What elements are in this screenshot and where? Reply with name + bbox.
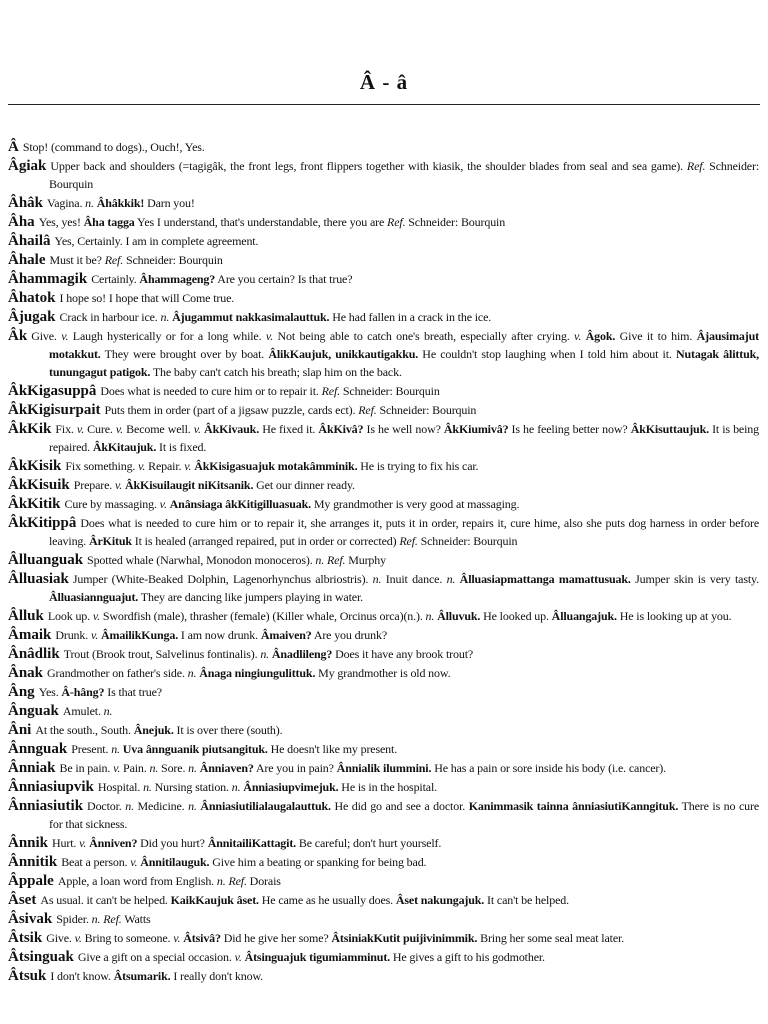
dictionary-entry (8, 495, 759, 513)
definition-text: There is no cure for that sickness. (49, 799, 759, 831)
dictionary-entry (8, 721, 759, 739)
definition-text: Are you drunk? (311, 628, 388, 642)
entry-headword: Ânnitik (8, 854, 58, 870)
grammar-tag: v. (115, 422, 124, 436)
grammar-tag: n. (260, 647, 270, 661)
definition-text: He gives a gift to his godmother. (390, 950, 545, 964)
grammar-tag: v. (115, 478, 123, 492)
definition-text: It is healed (arranged repaired, put in order or corrected) (131, 534, 400, 548)
grammar-tag: v. (92, 609, 100, 623)
example-phrase: ÂkKitaujuk. (92, 440, 157, 454)
example-phrase: Âlluvuk. (437, 609, 481, 623)
dictionary-entry (8, 645, 759, 663)
definition-text: Schneider: Bourquin (49, 159, 759, 191)
definition-text: Doctor. (87, 799, 126, 813)
grammar-tag: v. (159, 497, 167, 511)
dictionary-entry (8, 308, 759, 326)
definition-text: It is being repaired. (49, 422, 759, 454)
definition-text: Dorais (246, 874, 281, 888)
example-phrase: Ânniasiupvimejuk. (243, 780, 339, 794)
dictionary-entry (8, 664, 759, 682)
definition-text: He is in the hospital. (338, 780, 437, 794)
definition-text: Vagina. (47, 196, 86, 210)
entry-headword: Âset (8, 892, 37, 908)
dictionary-entry (8, 420, 759, 456)
example-phrase: Ânnialik ilummini. (336, 761, 432, 775)
definition-text: Stop! (command to dogs)., Ouch!, Yes. (22, 140, 205, 154)
definition-text: Must it be? (49, 253, 105, 267)
grammar-tag: n. (160, 310, 170, 324)
grammar-tag: v. (130, 855, 138, 869)
dictionary-entry (8, 759, 759, 777)
grammar-tag: n. (372, 572, 382, 586)
dictionary-entry (8, 929, 759, 947)
dictionary-entry (8, 740, 759, 758)
definition-text: Schneider: Bourquin (376, 403, 477, 417)
grammar-tag: n. (149, 761, 159, 775)
definition-text: He did go and see a doctor. (330, 799, 469, 813)
entry-headword: Âni (8, 722, 32, 738)
definition-text: Did you hurt? (137, 836, 208, 850)
example-phrase: Âhammageng? (139, 272, 216, 286)
example-phrase: ÂmailikKunga. (100, 628, 179, 642)
grammar-tag: n. (446, 572, 456, 586)
definition-text: I am now drunk. (178, 628, 261, 642)
entry-headword: Âhatok (8, 290, 56, 306)
definition-text: Give. (31, 329, 62, 343)
definition-text: Schneider: Bourquin (417, 534, 518, 548)
entry-headword: Âlluk (8, 608, 44, 624)
grammar-tag: v. (234, 950, 242, 964)
entry-headword: Âsivak (8, 911, 53, 927)
definition-text: Give him a beating or spanking for being bad. (209, 855, 427, 869)
dictionary-entry (8, 213, 759, 231)
definition-text: Did he give her some? (220, 931, 332, 945)
dictionary-entry (8, 232, 759, 250)
grammar-tag: n. (188, 761, 197, 775)
definition-text: Are you in pain? (253, 761, 337, 775)
example-phrase: Âgok. (585, 329, 616, 343)
grammar-tag: n. (315, 553, 325, 567)
entry-headword: Âhailâ (8, 233, 51, 249)
example-phrase: ÂkKiumivâ? (443, 422, 509, 436)
dictionary-entry (8, 967, 759, 985)
example-phrase: Ânaga ningiungulittuk. (199, 666, 316, 680)
dictionary-entry (8, 910, 759, 928)
example-phrase: ÂkKisuilaugit niKitsanik. (125, 478, 254, 492)
entry-headword: Ânniasiupvik (8, 779, 94, 795)
dictionary-entry (8, 872, 759, 890)
dictionary-entry (8, 401, 759, 419)
example-phrase: Ânadlileng? (271, 647, 333, 661)
definition-text: Yes, yes! (38, 215, 84, 229)
definition-text: Darn you! (144, 196, 195, 210)
definition-text: At the south., South. (35, 723, 134, 737)
entry-headword: Ânguak (8, 703, 59, 719)
dictionary-entry (8, 327, 759, 381)
grammar-tag: n. (187, 666, 197, 680)
grammar-tag: n. (85, 196, 94, 210)
definition-text: Schneider: Bourquin (405, 215, 506, 229)
definition-text: He had fallen in a crack in the ice. (329, 310, 492, 324)
entry-headword: Âtsinguak (8, 949, 74, 965)
grammar-tag: v. (113, 761, 121, 775)
example-phrase: ÂkKisigasuajuk motakâmminik. (194, 459, 358, 473)
dictionary-entry (8, 289, 759, 307)
grammar-tag: v. (61, 329, 69, 343)
definition-text: I really don't know. (170, 969, 264, 983)
definition-text: Swordfish (male), thrasher (female) (Killer whale, Orcinus orca)(n.). (99, 609, 426, 623)
example-phrase: Kanimmasik tainna ânniasiutiKanngituk. (468, 799, 679, 813)
example-phrase: ÂlikKaujuk, unikkautigakku. (268, 347, 419, 361)
example-phrase: ÂkKivâ? (318, 422, 364, 436)
entry-headword: ÂkKitippâ (8, 515, 77, 531)
example-phrase: Âset nakungajuk. (395, 893, 485, 907)
entry-headword: Âtsuk (8, 968, 47, 984)
definition-text: It is over there (south). (173, 723, 283, 737)
definition-text: He has a pain or sore inside his body (i.e. cancer). (431, 761, 666, 775)
dictionary-entry (8, 138, 759, 156)
dictionary-entry (8, 157, 759, 193)
example-phrase: Âlluangajuk. (551, 609, 617, 623)
definition-text: He doesn't like my present. (267, 742, 398, 756)
definition-text: My grandmother is very good at massaging. (311, 497, 520, 511)
example-phrase: Âlluasiannguajut. (49, 590, 139, 604)
example-phrase: Anânsiaga âkKitigilluasuak. (169, 497, 311, 511)
definition-text: Yes, Certainly. I am in complete agreement. (54, 234, 259, 248)
example-phrase: ÂnnitailiKattagit. (207, 836, 297, 850)
grammar-tag: n. (111, 742, 120, 756)
definition-text: Yes I understand, that's understandable, there you are (134, 215, 388, 229)
definition-text: Get our dinner ready. (253, 478, 355, 492)
entry-headword: Âlluanguak (8, 552, 84, 568)
example-phrase: ÂrKituk (88, 534, 132, 548)
grammar-tag: Ref. (321, 384, 341, 398)
definition-text: Certainly. (91, 272, 140, 286)
dictionary-entry (8, 607, 759, 625)
grammar-tag: n. (425, 609, 435, 623)
grammar-tag: v. (76, 422, 85, 436)
example-phrase: Âjausimajut motakkut. (49, 329, 759, 361)
grammar-tag: n. (188, 799, 197, 813)
definition-text: Does what is needed to cure him or to repair it, she arranges it, puts it in order, repairs it, cure hime, also she puts dog harness in order before leaving. (49, 516, 759, 548)
entry-headword: ÂkKigasuppâ (8, 383, 97, 399)
definition-text: I hope so! I hope that will Come true. (59, 291, 235, 305)
dictionary-entry (8, 194, 759, 212)
definition-text: Is he well now? (363, 422, 444, 436)
definition-text: He is looking up at you. (616, 609, 732, 623)
definition-text: He couldn't stop laughing when I told him about it. (418, 347, 676, 361)
definition-text: He is trying to fix his car. (357, 459, 479, 473)
entry-headword: ÂkKisik (8, 458, 62, 474)
definition-text: He fixed it. (259, 422, 319, 436)
grammar-tag: Ref. (228, 874, 247, 888)
example-phrase: Ânniven? (89, 836, 138, 850)
example-phrase: Âhâkkik! (96, 196, 145, 210)
dictionary-entry (8, 948, 759, 966)
grammar-tag: v. (574, 329, 582, 343)
example-phrase: Âtsivâ? (183, 931, 221, 945)
entry-headword: ÂkKitik (8, 496, 61, 512)
definition-text: Grandmother on father's side. (47, 666, 188, 680)
definition-text: Medicine. (133, 799, 189, 813)
example-phrase: KaikKaujuk âset. (170, 893, 259, 907)
definition-text: Drunk. (55, 628, 91, 642)
definition-text: The baby can't catch his breath; slap him on the back. (150, 365, 402, 379)
entry-headword: Ânnik (8, 835, 49, 851)
example-phrase: Âlluasiapmattanga mamattusuak. (459, 572, 631, 586)
definition-text: Are you certain? Is that true? (215, 272, 353, 286)
entry-headword: ÂkKigisurpait (8, 402, 101, 418)
example-phrase: Âtsumarik. (113, 969, 171, 983)
definition-text: Spider. (56, 912, 92, 926)
entry-headword: ÂkKik (8, 421, 52, 437)
example-phrase: Âjugammut nakkasimalauttuk. (172, 310, 330, 324)
grammar-tag: v. (90, 628, 99, 642)
grammar-tag: v. (173, 931, 181, 945)
dictionary-entry (8, 891, 759, 909)
definition-text: Give it to him. (615, 329, 697, 343)
definition-text: Is he feeling better now? (508, 422, 631, 436)
definition-text: He came as he usually does. (258, 893, 396, 907)
example-phrase: Âtsinguajuk tigumiamminut. (244, 950, 391, 964)
definition-text: Jumper skin is very tasty. (630, 572, 759, 586)
definition-text: Hospital. (97, 780, 144, 794)
example-phrase: Â-hâng? (61, 685, 105, 699)
definition-text: I don't know. (50, 969, 114, 983)
definition-text: Trout (Brook trout, Salvelinus fontinalis). (63, 647, 261, 661)
dictionary-entry (8, 251, 759, 269)
entry-headword: Âmaik (8, 627, 52, 643)
definition-text: He looked up. (480, 609, 552, 623)
definition-text: It can't be helped. (484, 893, 569, 907)
entry-headword: Âk (8, 328, 28, 344)
entry-headword: ÂkKisuik (8, 477, 70, 493)
example-phrase: Uva ânnguanik piutsangituk. (122, 742, 268, 756)
definition-text: Repair. (145, 459, 185, 473)
example-phrase: Ânnitilauguk. (140, 855, 210, 869)
entry-headword: Âhammagik (8, 271, 88, 287)
definition-text: Spotted whale (Narwhal, Monodon monoceros). (87, 553, 316, 567)
grammar-tag: Ref. (326, 553, 346, 567)
dictionary-entry (8, 551, 759, 569)
definition-text: Amulet. (62, 704, 104, 718)
entry-headword: Âng (8, 684, 35, 700)
definition-text: Does what is needed to cure him or to repair it. (100, 384, 322, 398)
dictionary-entry-list (8, 138, 759, 986)
dictionary-entry (8, 476, 759, 494)
example-phrase: Ânejuk. (133, 723, 174, 737)
definition-text: Look up. (47, 609, 93, 623)
example-phrase: ÂtsiniakKutit puijivinimmik. (331, 931, 478, 945)
definition-text: Hurt. (52, 836, 80, 850)
dictionary-entry (8, 514, 759, 550)
grammar-tag: Ref. (103, 912, 122, 926)
dictionary-entry (8, 270, 759, 288)
dictionary-entry (8, 457, 759, 475)
grammar-tag: n. (91, 912, 101, 926)
definition-text: Cure. (84, 422, 116, 436)
definition-text: Give a gift on a special occasion. (77, 950, 235, 964)
entry-headword: Âppale (8, 873, 54, 889)
definition-text: Murphy (345, 553, 386, 567)
definition-text: Apple, a loan word from English. (57, 874, 217, 888)
header-divider (8, 104, 760, 105)
example-phrase: Âha tagga (83, 215, 135, 229)
grammar-tag: v. (79, 836, 87, 850)
example-phrase: ÂkKisuttaujuk. (630, 422, 709, 436)
definition-text: Nursing station. (151, 780, 232, 794)
grammar-tag: v. (193, 422, 201, 436)
definition-text: Fix. (55, 422, 77, 436)
dictionary-entry (8, 382, 759, 400)
grammar-tag: n. (216, 874, 226, 888)
example-phrase: Âmaiven? (260, 628, 312, 642)
example-phrase: ÂkKivauk. (204, 422, 260, 436)
definition-text: It is fixed. (156, 440, 207, 454)
example-phrase: Nutagak âlittuk, tunungagut patigok. (49, 347, 759, 379)
grammar-tag: v. (74, 931, 82, 945)
definition-text: Pain. (120, 761, 150, 775)
dictionary-entry (8, 797, 759, 833)
dictionary-entry (8, 702, 759, 720)
entry-headword: Âjugak (8, 309, 56, 325)
entry-headword: Ânâdlik (8, 646, 60, 662)
definition-text: Watts (121, 912, 151, 926)
example-phrase: Ânniasiutilialaugalauttuk. (200, 799, 331, 813)
definition-text: Not being able to catch one's breath, especially after crying. (273, 329, 575, 343)
grammar-tag: Ref. (104, 253, 124, 267)
definition-text: Laugh hysterically or for a long while. (68, 329, 266, 343)
definition-text: They are dancing like jumpers playing in water. (138, 590, 363, 604)
entry-headword: Âha (8, 214, 35, 230)
definition-text: Is that true? (104, 685, 162, 699)
entry-headword: Ânak (8, 665, 44, 681)
definition-text: Fix something. (65, 459, 139, 473)
grammar-tag: n. (231, 780, 241, 794)
definition-text: Bring to someone. (81, 931, 174, 945)
example-phrase: Ânniaven? (199, 761, 254, 775)
definition-text: Jumper (White-Beaked Dolphin, Lagenorhynchus albriostris). (72, 572, 373, 586)
entry-headword: Ânniasiutik (8, 798, 84, 814)
dictionary-entry (8, 683, 759, 701)
definition-text: Schneider: Bourquin (340, 384, 440, 398)
definition-text: Schneider: Bourquin (123, 253, 223, 267)
grammar-tag: Ref. (387, 215, 406, 229)
grammar-tag: n. (125, 799, 134, 813)
definition-text: My grandmother is old now. (315, 666, 451, 680)
definition-text: Does it have any brook trout? (332, 647, 474, 661)
entry-headword: Âhâk (8, 195, 44, 211)
grammar-tag: v. (184, 459, 192, 473)
dictionary-entry (8, 570, 759, 606)
definition-text: Yes. (38, 685, 62, 699)
entry-headword: Âhale (8, 252, 46, 268)
definition-text: Upper back and shoulders (=tagigâk, the front legs, front flippers together with kiasik, the shoulder blades from seal and sea game). (50, 159, 687, 173)
entry-headword: Â (8, 139, 19, 155)
grammar-tag: n. (143, 780, 152, 794)
definition-text: Cure by massaging. (64, 497, 160, 511)
grammar-tag: Ref. (358, 403, 377, 417)
definition-text: Present. (71, 742, 112, 756)
grammar-tag: n. (103, 704, 113, 718)
definition-text: Sore. (158, 761, 189, 775)
entry-headword: Âgiak (8, 158, 47, 174)
definition-text: Crack in harbour ice. (59, 310, 161, 324)
dictionary-entry (8, 853, 759, 871)
grammar-tag: Ref. (686, 159, 706, 173)
entry-headword: Âlluasiak (8, 571, 69, 587)
dictionary-entry (8, 778, 759, 796)
definition-text: Become well. (123, 422, 194, 436)
definition-text: Puts them in order (part of a jigsaw puzzle, cards ect). (104, 403, 359, 417)
definition-text: Inuit dance. (381, 572, 447, 586)
page-title: Â - â (359, 70, 409, 94)
definition-text: They were brought over by boat. (100, 347, 269, 361)
entry-headword: Âtsik (8, 930, 43, 946)
grammar-tag: v. (138, 459, 146, 473)
grammar-tag: v. (265, 329, 274, 343)
definition-text: Beat a person. (61, 855, 131, 869)
definition-text: Give. (46, 931, 75, 945)
dictionary-entry (8, 834, 759, 852)
entry-headword: Ânniak (8, 760, 56, 776)
definition-text: Be in pain. (59, 761, 114, 775)
grammar-tag: Ref. (399, 534, 418, 548)
definition-text: Be careful; don't hurt yourself. (296, 836, 442, 850)
definition-text: As usual. it can't be helped. (40, 893, 171, 907)
definition-text: Prepare. (73, 478, 115, 492)
dictionary-entry (8, 626, 759, 644)
definition-text: Bring her some seal meat later. (477, 931, 625, 945)
entry-headword: Ânnguak (8, 741, 68, 757)
